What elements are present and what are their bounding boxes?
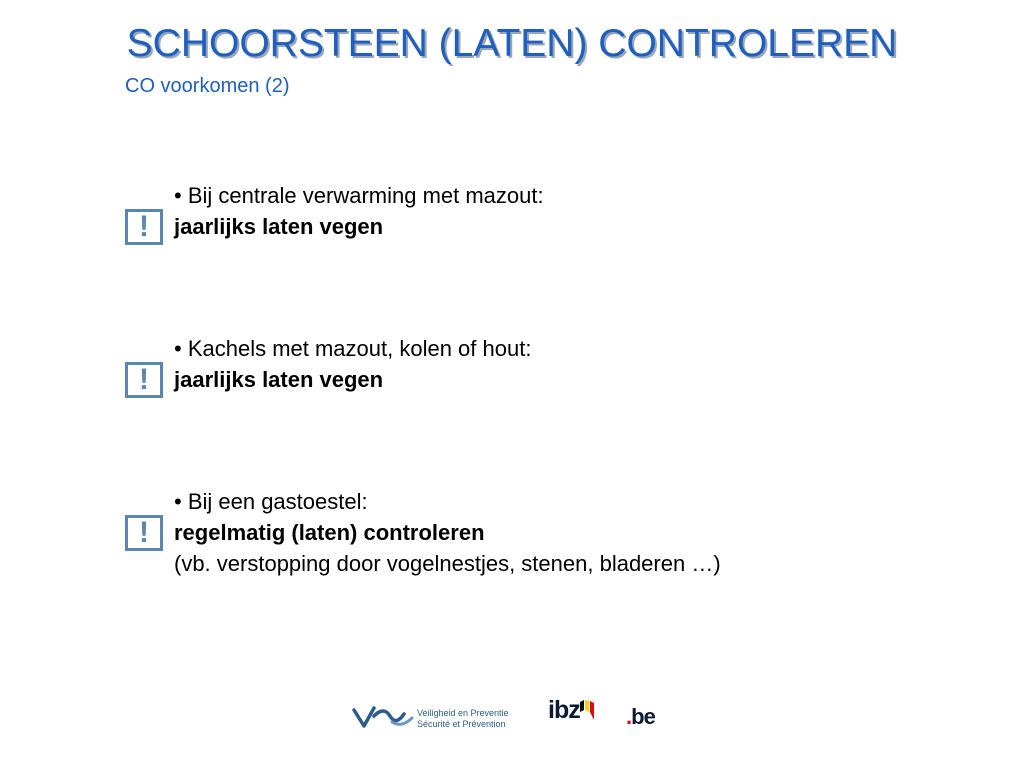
- item-note: (vb. verstopping door vogelnestjes, stenen, bladeren …): [174, 551, 721, 576]
- item-emphasis: jaarlijks laten vegen: [174, 214, 384, 239]
- slide-title: SCHOORSTEEN (LATEN) CONTROLEREN: [126, 22, 898, 65]
- item-text: • Bij een gastoestel:: [174, 489, 368, 514]
- ibz-logo: [548, 696, 580, 725]
- vp-line-nl: Veiligheid en Preventie: [417, 708, 509, 718]
- ibz-text: ibz: [548, 696, 580, 724]
- be-dot: .: [626, 704, 632, 729]
- exclamation-icon: !: [125, 515, 163, 551]
- belgian-flag-icon: [580, 700, 594, 720]
- veiligheid-preventie-logo-icon: [352, 702, 414, 732]
- footer-logos: [0, 696, 1024, 746]
- exclamation-icon: !: [125, 362, 163, 398]
- list-item: [174, 333, 894, 395]
- list-item: [174, 486, 894, 579]
- item-emphasis: jaarlijks laten vegen: [174, 367, 384, 392]
- list-item: [174, 180, 894, 242]
- be-text: be: [631, 704, 655, 729]
- item-text: • Bij centrale verwarming met mazout:: [174, 183, 544, 208]
- item-text: • Kachels met mazout, kolen of hout:: [174, 336, 532, 361]
- slide-subtitle: CO voorkomen (2): [125, 75, 290, 97]
- veiligheid-preventie-text: [417, 708, 509, 730]
- item-emphasis: regelmatig (laten) controleren: [174, 520, 485, 545]
- be-logo: [626, 704, 655, 730]
- vp-line-fr: Sécurité et Prévention: [417, 719, 506, 729]
- exclamation-icon: !: [125, 209, 163, 245]
